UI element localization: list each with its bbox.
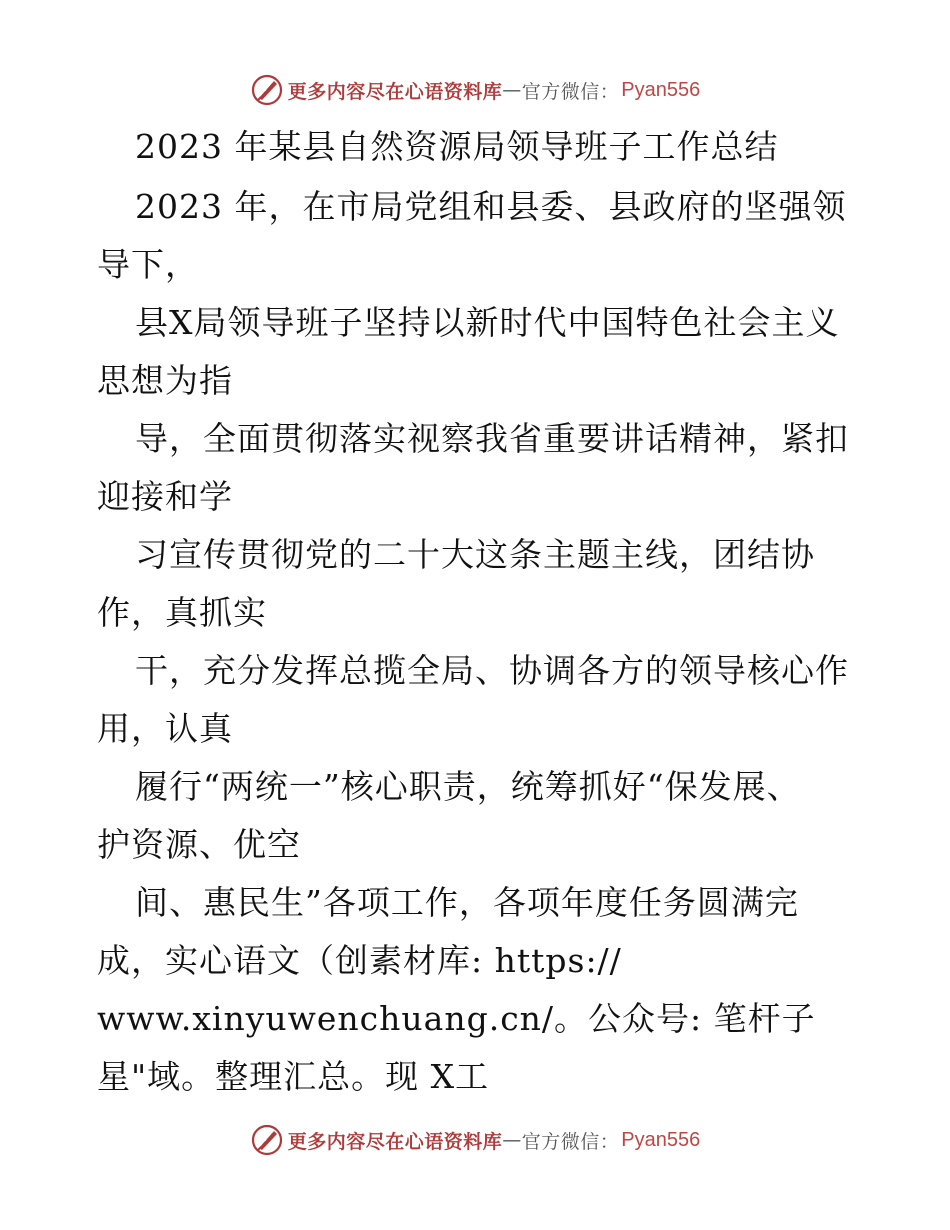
footer-watermark-banner <box>0 1120 950 1160</box>
paragraph-line: 成，实心语文（创素材库: https:// <box>97 941 622 980</box>
banner-separator: — <box>502 79 522 101</box>
paragraph-line: 县X局领导班子坚持以新时代中国特色社会主义 <box>135 303 840 342</box>
paragraph-line: 作，真抓实 <box>97 593 267 632</box>
banner-brand-text: 更多内容尽在心语资料库 <box>287 1130 503 1153</box>
paragraph-line: 导下， <box>97 245 199 284</box>
paragraph-line: 星"域。整理汇总。现 X工 <box>97 1057 490 1096</box>
header-watermark-banner <box>0 70 950 110</box>
quill-pen-seal-icon <box>250 73 284 107</box>
quill-pen-seal-icon <box>250 1123 284 1157</box>
paragraph-line: 思想为指 <box>97 361 233 400</box>
paragraph-line: 履行“两统一”核心职责，统筹抓好“保发展、 <box>135 767 801 806</box>
banner-official-label: 官方微信： <box>521 1130 620 1153</box>
paragraph-line: 迎接和学 <box>97 477 233 516</box>
document-title: 2023 年某县自然资源局领导班子工作总结 <box>135 127 779 166</box>
paragraph-line: 用，认真 <box>97 709 233 748</box>
banner-official-label: 官方微信： <box>521 80 620 103</box>
paragraph-line: 习宣传贯彻党的二十大这条主题主线，团结协 <box>135 535 815 574</box>
banner-separator: — <box>502 1129 522 1151</box>
paragraph-line: www.xinyuwenchuang.cn/。公众号: 笔杆子 <box>97 999 816 1038</box>
banner-brand-text: 更多内容尽在心语资料库 <box>287 80 503 103</box>
paragraph-line: 间、惠民生”各项工作，各项年度任务圆满完 <box>135 883 799 922</box>
paragraph-line: 导，全面贯彻落实视察我省重要讲话精神，紧扣 <box>135 419 849 458</box>
banner-wechat-id: Pyan556 <box>621 78 701 101</box>
paragraph-line: 干，充分发挥总揽全局、协调各方的领导核心作 <box>135 651 849 690</box>
paragraph-line: 2023 年，在市局党组和县委、县政府的坚强领 <box>135 187 847 226</box>
banner-wechat-id: Pyan556 <box>621 1128 701 1151</box>
paragraph-line: 护资源、优空 <box>97 825 301 864</box>
